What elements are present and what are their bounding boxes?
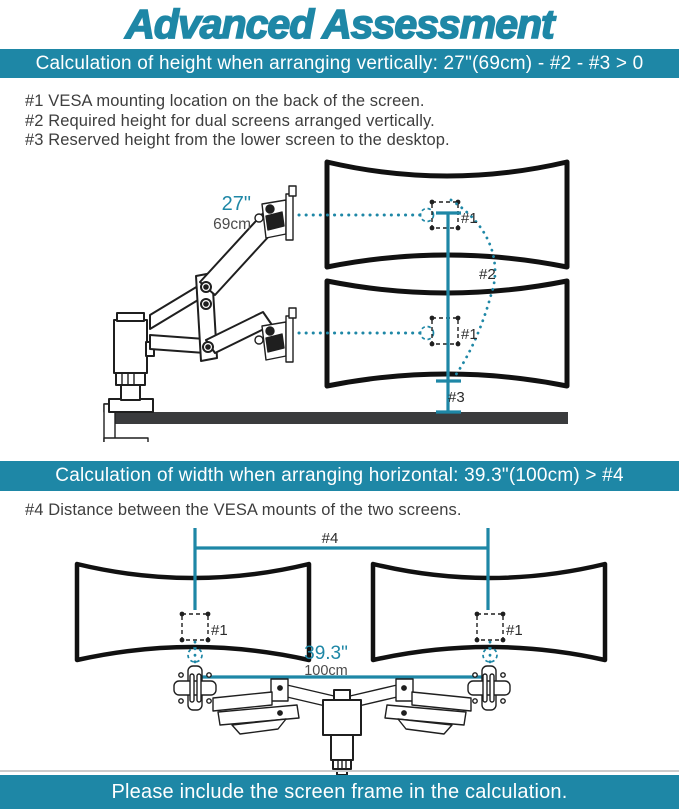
pole-height-inches: 27" [221, 193, 251, 215]
left-screen [77, 564, 309, 660]
pole-height-cm: 69cm [213, 216, 251, 233]
note-line-3: #3 Reserved height from the lower screen to the desktop. [25, 131, 450, 149]
width-section-note: #4 Distance between the VESA mounts of the two screens. [25, 501, 462, 519]
height-section-banner: Calculation of height when arranging vertically: 27"(69cm) - #2 - #3 > 0 [0, 49, 679, 78]
horizontal-arrangement-diagram [0, 528, 679, 775]
required-height-label: #2 [479, 266, 496, 283]
left-vesa-label: #1 [211, 622, 228, 639]
mount-pole [109, 313, 154, 412]
reserved-height-label: #3 [448, 389, 465, 406]
vertical-arrangement-diagram [0, 152, 679, 442]
distance-label: #4 [321, 530, 339, 547]
right-vesa-plate [468, 666, 510, 710]
height-section-notes [25, 92, 450, 151]
right-vesa-label: #1 [506, 622, 523, 639]
bottom-vesa-label: #1 [461, 326, 478, 343]
center-pole [323, 690, 361, 775]
footer-banner: Please include the screen frame in the calculation. [0, 775, 679, 809]
note-line-1: #1 VESA mounting location on the back of the screen. [25, 92, 425, 110]
left-vesa-plate [174, 666, 216, 710]
max-width-inches: 39.3" [304, 643, 348, 664]
max-width-cm: 100cm [304, 663, 348, 679]
page-title: Advanced Assessment [125, 1, 554, 47]
width-section-banner: Calculation of width when arranging horizontal: 39.3"(100cm) > #4 [0, 461, 679, 491]
top-vesa-label: #1 [461, 210, 478, 227]
desk-surface [113, 412, 568, 424]
note-line-2: #2 Required height for dual screens arranged vertically. [25, 111, 435, 130]
